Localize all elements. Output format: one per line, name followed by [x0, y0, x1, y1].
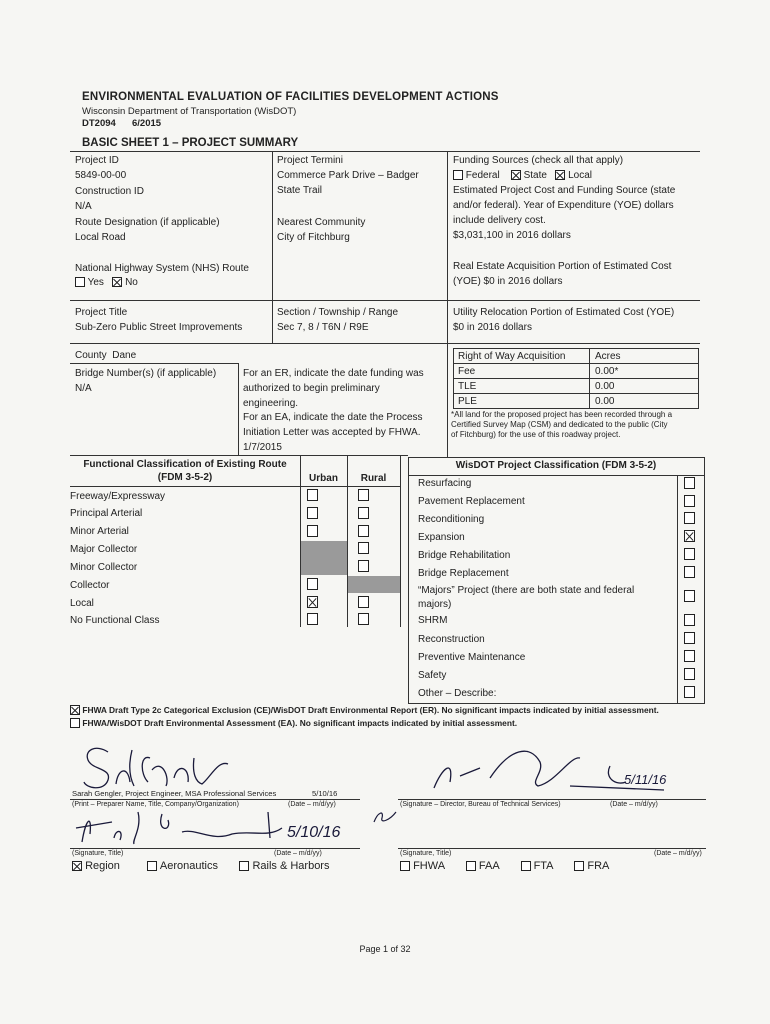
construction-id-label: Construction ID	[75, 186, 144, 197]
initials-icon	[370, 804, 400, 830]
wis-reconditioning: Reconditioning	[418, 514, 485, 525]
page-number: Page 1 of 32	[359, 944, 411, 954]
preparer-date-caption: (Date – m/d/yy)	[288, 801, 336, 808]
director-signature-icon	[420, 738, 720, 806]
fta-checkbox[interactable]	[521, 861, 531, 871]
cost-label-1: Estimated Project Cost and Funding Source (state	[453, 185, 676, 196]
funding-options	[453, 169, 592, 182]
fra-checkbox[interactable]	[574, 861, 584, 871]
route-designation-value: Local Road	[75, 232, 126, 243]
nhs-options	[75, 276, 138, 289]
wis-safety-checkbox[interactable]	[684, 668, 695, 680]
rural-local-checkbox[interactable]	[358, 596, 369, 608]
wisdot-title: WisDOT Project Classification (FDM 3-5-2)	[455, 460, 657, 471]
bridge-value: N/A	[75, 383, 92, 394]
urban-minor-arterial-checkbox[interactable]	[307, 525, 318, 537]
project-title-label: Project Title	[75, 307, 128, 318]
region-sig-caption: (Signature, Title)	[72, 850, 124, 857]
state-checkbox[interactable]	[511, 170, 521, 180]
wis-majors-1: “Majors” Project (there are both state and federal	[418, 585, 635, 596]
nhs-yes-label: Yes	[87, 277, 104, 288]
report-ea	[70, 718, 517, 729]
region-sig-date-caption: (Date – m/d/yy)	[274, 850, 322, 857]
real-estate-label-2: (YOE) $0 in 2016 dollars	[453, 276, 563, 287]
state-label: State	[523, 170, 547, 181]
nhs-route-label: National Highway System (NHS) Route	[75, 263, 249, 274]
wis-bridge-replacement-checkbox[interactable]	[684, 566, 695, 578]
project-termini-value-2: State Trail	[277, 185, 323, 196]
row-note-2: Certified Survey Map (CSM) and dedicated to the public (City	[451, 420, 668, 429]
er-text-3: engineering.	[243, 398, 299, 409]
preparer-name: Sarah Gengler, Project Engineer, MSA Professional Services	[72, 789, 277, 798]
urban-principal-arterial-checkbox[interactable]	[307, 507, 318, 519]
report-ea-text: FHWA/WisDOT Draft Environmental Assessment (EA). No significant impacts indicated by initial assessment.	[82, 718, 518, 728]
project-termini-value-1: Commerce Park Drive – Badger	[277, 170, 419, 181]
project-title-value: Sub-Zero Public Street Improvements	[75, 322, 243, 333]
fta-label: FTA	[533, 860, 553, 872]
report-ea-checkbox[interactable]	[70, 718, 80, 728]
fhwa-checkbox[interactable]	[400, 861, 410, 871]
row-note-1: *All land for the proposed project has been recorded through a	[451, 410, 673, 419]
wis-bridge-replacement: Bridge Replacement	[418, 568, 509, 579]
cost-label-3: include delivery cost.	[453, 215, 546, 226]
wis-resurfacing-checkbox[interactable]	[684, 477, 695, 489]
federal-checkbox[interactable]	[453, 170, 463, 180]
utility-value: $0 in 2016 dollars	[453, 322, 532, 333]
ea-text-2: Initiation Letter was accepted by FHWA.	[243, 427, 421, 438]
report-ce	[70, 705, 659, 716]
region-label: Region	[85, 860, 120, 872]
func-collector: Collector	[70, 580, 110, 591]
wis-other-checkbox[interactable]	[684, 686, 695, 698]
wis-reconstruction-checkbox[interactable]	[684, 632, 695, 644]
func-minor-arterial: Minor Arterial	[70, 526, 129, 537]
wis-other: Other – Describe:	[418, 688, 497, 699]
aeronautics-checkbox[interactable]	[147, 861, 157, 871]
rails-harbors-checkbox[interactable]	[239, 861, 249, 871]
form-title: ENVIRONMENTAL EVALUATION OF FACILITIES DEVELOPMENT ACTIONS	[82, 91, 499, 103]
ea-text-1: For an EA, indicate the date the Process	[243, 412, 423, 423]
project-id-label: Project ID	[75, 155, 119, 166]
section-label: Section / Township / Range	[277, 307, 399, 318]
director-date-caption: (Date – m/d/yy)	[610, 801, 658, 808]
row-ple-value: 0.00	[595, 396, 615, 407]
rural-freeway-checkbox[interactable]	[358, 489, 369, 501]
form-number: DT2094	[82, 118, 116, 129]
er-text-1: For an ER, indicate the date funding was	[243, 368, 424, 379]
urban-local-checkbox[interactable]	[307, 596, 318, 608]
project-id-value: 5849-00-00	[75, 170, 127, 181]
wis-majors-checkbox[interactable]	[684, 590, 695, 602]
section-value: Sec 7, 8 / T6N / R9E	[277, 322, 369, 333]
faa-checkbox[interactable]	[466, 861, 476, 871]
func-freeway: Freeway/Expressway	[70, 491, 166, 502]
row-ple-label: PLE	[458, 396, 477, 407]
func-no-class: No Functional Class	[70, 615, 160, 626]
wis-preventive-maintenance: Preventive Maintenance	[418, 652, 526, 663]
rural-header: Rural	[360, 473, 387, 484]
preparer-caption: (Print – Preparer Name, Title, Company/Organization)	[72, 801, 239, 808]
aeronautics-label: Aeronautics	[159, 860, 218, 872]
rails-harbors-label: Rails & Harbors	[252, 860, 330, 872]
wis-expansion: Expansion	[418, 532, 465, 543]
agency-name: Wisconsin Department of Transportation (WisDOT)	[82, 106, 297, 117]
row-note-3: of Fitchburg) for the use of this roadway project.	[451, 430, 621, 439]
director-date: 5/11/16	[624, 772, 667, 787]
county	[75, 349, 136, 362]
cost-label-2: and/or federal). Year of Expenditure (YOE) dollars	[453, 200, 674, 211]
func-principal-arterial: Principal Arterial	[70, 508, 143, 519]
urban-freeway-checkbox[interactable]	[307, 489, 318, 501]
report-ce-checkbox[interactable]	[70, 705, 80, 715]
fhwa-label: FHWA	[413, 860, 445, 872]
preparer-signature-icon	[78, 738, 258, 796]
urban-collector-checkbox[interactable]	[307, 578, 318, 590]
local-checkbox[interactable]	[555, 170, 565, 180]
wis-shrm: SHRM	[418, 615, 448, 626]
county-value: Dane	[112, 350, 137, 361]
utility-label: Utility Relocation Portion of Estimated Cost (YOE)	[453, 307, 675, 318]
rural-collector-shaded	[348, 576, 400, 593]
nhs-no-label: No	[125, 277, 138, 288]
wis-bridge-rehabilitation: Bridge Rehabilitation	[418, 550, 511, 561]
funding-sources-label: Funding Sources (check all that apply)	[453, 155, 624, 166]
row-fee-label: Fee	[458, 366, 476, 377]
er-text-2: authorized to begin preliminary	[243, 383, 380, 394]
faa-label: FAA	[478, 860, 500, 872]
functional-title-1: Functional Classification of Existing Route	[83, 459, 287, 470]
urban-collector-shaded	[301, 541, 347, 575]
nhs-no-checkbox[interactable]	[112, 277, 122, 287]
row-tle-label: TLE	[458, 381, 477, 392]
project-termini-label: Project Termini	[277, 155, 343, 166]
wis-pavement-replacement-checkbox[interactable]	[684, 495, 695, 507]
construction-id-value: N/A	[75, 201, 92, 212]
wis-majors-2: majors)	[418, 599, 452, 610]
real-estate-label-1: Real Estate Acquisition Portion of Estimated Cost	[453, 261, 672, 272]
rural-principal-arterial-checkbox[interactable]	[358, 507, 369, 519]
wis-expansion-checkbox[interactable]	[684, 530, 695, 542]
wis-reconstruction: Reconstruction	[418, 634, 485, 645]
federal-label: Federal	[465, 170, 500, 181]
region-checkbox[interactable]	[72, 861, 82, 871]
nearest-community-label: Nearest Community	[277, 217, 366, 228]
rural-no-class-checkbox[interactable]	[358, 613, 369, 625]
row-tle-value: 0.00	[595, 381, 615, 392]
urban-header: Urban	[309, 473, 338, 484]
wis-resurfacing: Resurfacing	[418, 478, 472, 489]
agency-options-right	[400, 860, 609, 873]
wis-bridge-rehabilitation-checkbox[interactable]	[684, 548, 695, 560]
fhwa-sig-date-caption: (Date – m/d/yy)	[654, 850, 702, 857]
func-major-collector: Major Collector	[70, 544, 138, 555]
report-ce-text: FHWA Draft Type 2c Categorical Exclusion (CE)/WisDOT Draft Environmental Report (ER). No significant impacts indicated by initial assessment.	[82, 705, 659, 715]
wis-safety: Safety	[418, 670, 447, 681]
acres-header: Acres	[595, 351, 621, 362]
wis-reconditioning-checkbox[interactable]	[684, 512, 695, 524]
row-acquisition-header: Right of Way Acquisition	[458, 351, 566, 362]
bridge-label: Bridge Number(s) (if applicable)	[75, 368, 217, 379]
region-signature-icon	[72, 808, 302, 848]
rural-minor-arterial-checkbox[interactable]	[358, 525, 369, 537]
rural-minor-collector-checkbox[interactable]	[358, 560, 369, 572]
nhs-yes-checkbox[interactable]	[75, 277, 85, 287]
wis-shrm-checkbox[interactable]	[684, 614, 695, 626]
region-sig-date: 5/10/16	[287, 824, 341, 841]
wis-preventive-maintenance-checkbox[interactable]	[684, 650, 695, 662]
func-minor-collector: Minor Collector	[70, 562, 138, 573]
sheet-title: BASIC SHEET 1 – PROJECT SUMMARY	[82, 137, 299, 149]
func-local: Local	[70, 598, 94, 609]
fhwa-sig-caption: (Signature, Title)	[400, 850, 452, 857]
county-label: County	[75, 350, 107, 361]
form-date: 6/2015	[132, 118, 162, 129]
local-label: Local	[568, 170, 592, 181]
row-fee-value: 0.00*	[595, 366, 619, 377]
director-caption: (Signature – Director, Bureau of Technical Services)	[400, 801, 561, 808]
wis-pavement-replacement: Pavement Replacement	[418, 496, 525, 507]
fra-label: FRA	[587, 860, 610, 872]
urban-no-class-checkbox[interactable]	[307, 613, 318, 625]
pi-date-value: 1/7/2015	[243, 442, 282, 453]
preparer-date: 5/10/16	[312, 789, 338, 798]
agency-options-left	[72, 860, 329, 873]
cost-value: $3,031,100 in 2016 dollars	[453, 230, 571, 241]
functional-title-2: (FDM 3-5-2)	[157, 472, 213, 483]
rural-major-collector-checkbox[interactable]	[358, 542, 369, 554]
route-designation-label: Route Designation (if applicable)	[75, 217, 220, 228]
nearest-community-value: City of Fitchburg	[277, 232, 350, 243]
